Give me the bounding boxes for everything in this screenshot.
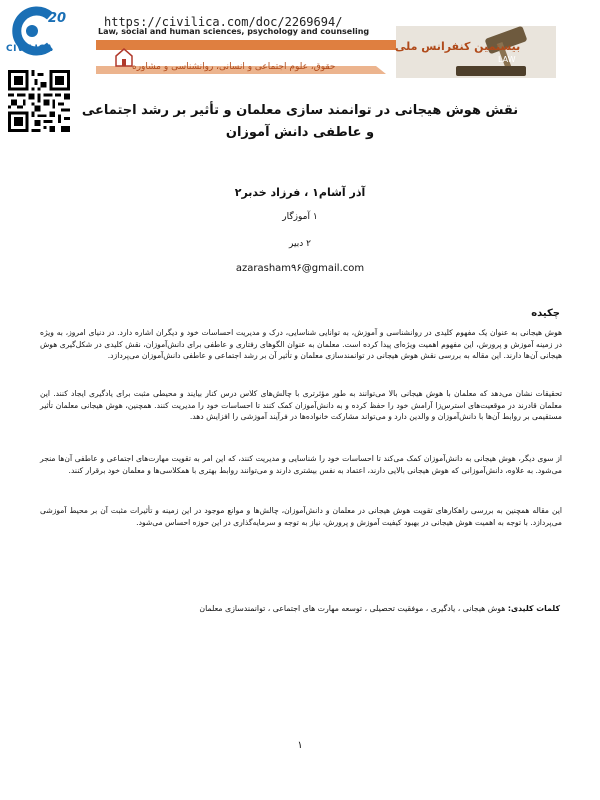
abstract-heading: چکیده bbox=[531, 308, 560, 319]
conference-topics: حقوق، علوم اجتماعی و انسانی، روانشناسی و مشاوره bbox=[132, 62, 336, 72]
abstract-paragraph: هوش هیجانی به عنوان یک مفهوم کلیدی در روانشناسی و آموزش، به توانایی شناسایی، درک و مدیریت احساسات خود و دیگران اشاره دارد. در دنیای امروز، به ویژه در زمینه آموزش و پرورش، این مفهوم اهمیت ویژه‌ای پیدا کرده است. معلمان به عنوان الگوهای رفتاری و عاطفی برای دانش‌آموزان، نقش کلیدی در شکل‌گیری هوش هیجانی آن‌ها دارند. این مقاله به بررسی نقش هوش هیجانی در توانمندسازی معلمان و تأثیر آن بر رشد اجتماعی و عاطفی دانش‌آموزان می‌پردازد. bbox=[40, 328, 562, 361]
keywords-line bbox=[120, 604, 560, 613]
house-icon bbox=[116, 49, 132, 66]
paper-title: نقش هوش هیجانی در توانمند سازی معلمان و تأثیر بر رشد اجتماعی و عاطفی دانش آموزان bbox=[81, 103, 519, 140]
affiliation-2: ۲ دبیر bbox=[289, 239, 311, 249]
author-email[interactable]: azarasham۹۶@gmail.com bbox=[235, 263, 365, 274]
paper-authors: آذر آشام۱ ، فرزاد خدبر۲ bbox=[234, 186, 366, 199]
conference-title: بیستمین کنفرانس ملی bbox=[395, 40, 521, 53]
civilica-wordmark: CIVILICA bbox=[6, 44, 53, 54]
svg-text:20: 20 bbox=[48, 11, 67, 26]
keywords-list: هوش هیجانی ، یادگیری ، موفقیت تحصیلی ، توسعه مهارت های اجتماعی ، توانمندسازی معلمان bbox=[199, 604, 508, 613]
abstract-paragraph: تحقیقات نشان می‌دهد که معلمان با هوش هیجانی بالا می‌توانند به طور مؤثرتری با چالش‌های کلاس درس کنار بیایند و محیطی مثبت برای یادگیری ایجاد کنند. این معلمان قادرند در موقعیت‌های استرس‌زا آرامش خود را حفظ کرده و به دانش‌آموزان کمک کنند تا احساسات خود را مدیریت کنند. همچنین، هوش هیجانی معلمان تأثیر مستقیمی بر روابط آن‌ها با دانش‌آموزان و والدین دارد و می‌تواند مشارکت خانواده‌ها در فرآیند آموزشی را افزایش دهد. bbox=[40, 389, 562, 422]
conference-subtitle: Law, social and human sciences, psychology and counseling bbox=[98, 27, 370, 36]
document-url[interactable]: https://civilica.com/doc/2269694/ bbox=[104, 15, 343, 29]
svg-text:LAW: LAW bbox=[498, 55, 516, 64]
affiliation-1: ۱ آموزگار bbox=[282, 212, 318, 222]
abstract-paragraph: از سوی دیگر، هوش هیجانی به دانش‌آموزان کمک می‌کند تا احساسات خود را شناسایی و مدیریت کنند، که این امر به تقویت مهارت‌های اجتماعی و عاطفی آن‌ها منجر می‌شود. به علاوه، دانش‌آموزانی که هوش هیجانی بالایی دارند، اعتماد به نفس بیشتری دارند و می‌توانند روابط بهتری با همکلاسی‌ها و معلمان خود برقرار کنند. bbox=[40, 454, 562, 475]
abstract-paragraph: این مقاله همچنین به بررسی راهکارهای تقویت هوش هیجانی در معلمان و دانش‌آموزان، چالش‌ها و موانع موجود در این زمینه و تأثیرات مثبت آن بر محیط آموزشی می‌پردازد. با توجه به اهمیت هوش هیجانی در بهبود کیفیت آموزش و پرورش، نیاز به توجه و سرمایه‌گذاری در این حوزه احساس می‌شود. bbox=[40, 506, 562, 527]
keywords-label: کلمات کلیدی: bbox=[507, 604, 560, 613]
qr-code-icon[interactable] bbox=[8, 70, 70, 132]
page-number: ۱ bbox=[297, 740, 303, 751]
